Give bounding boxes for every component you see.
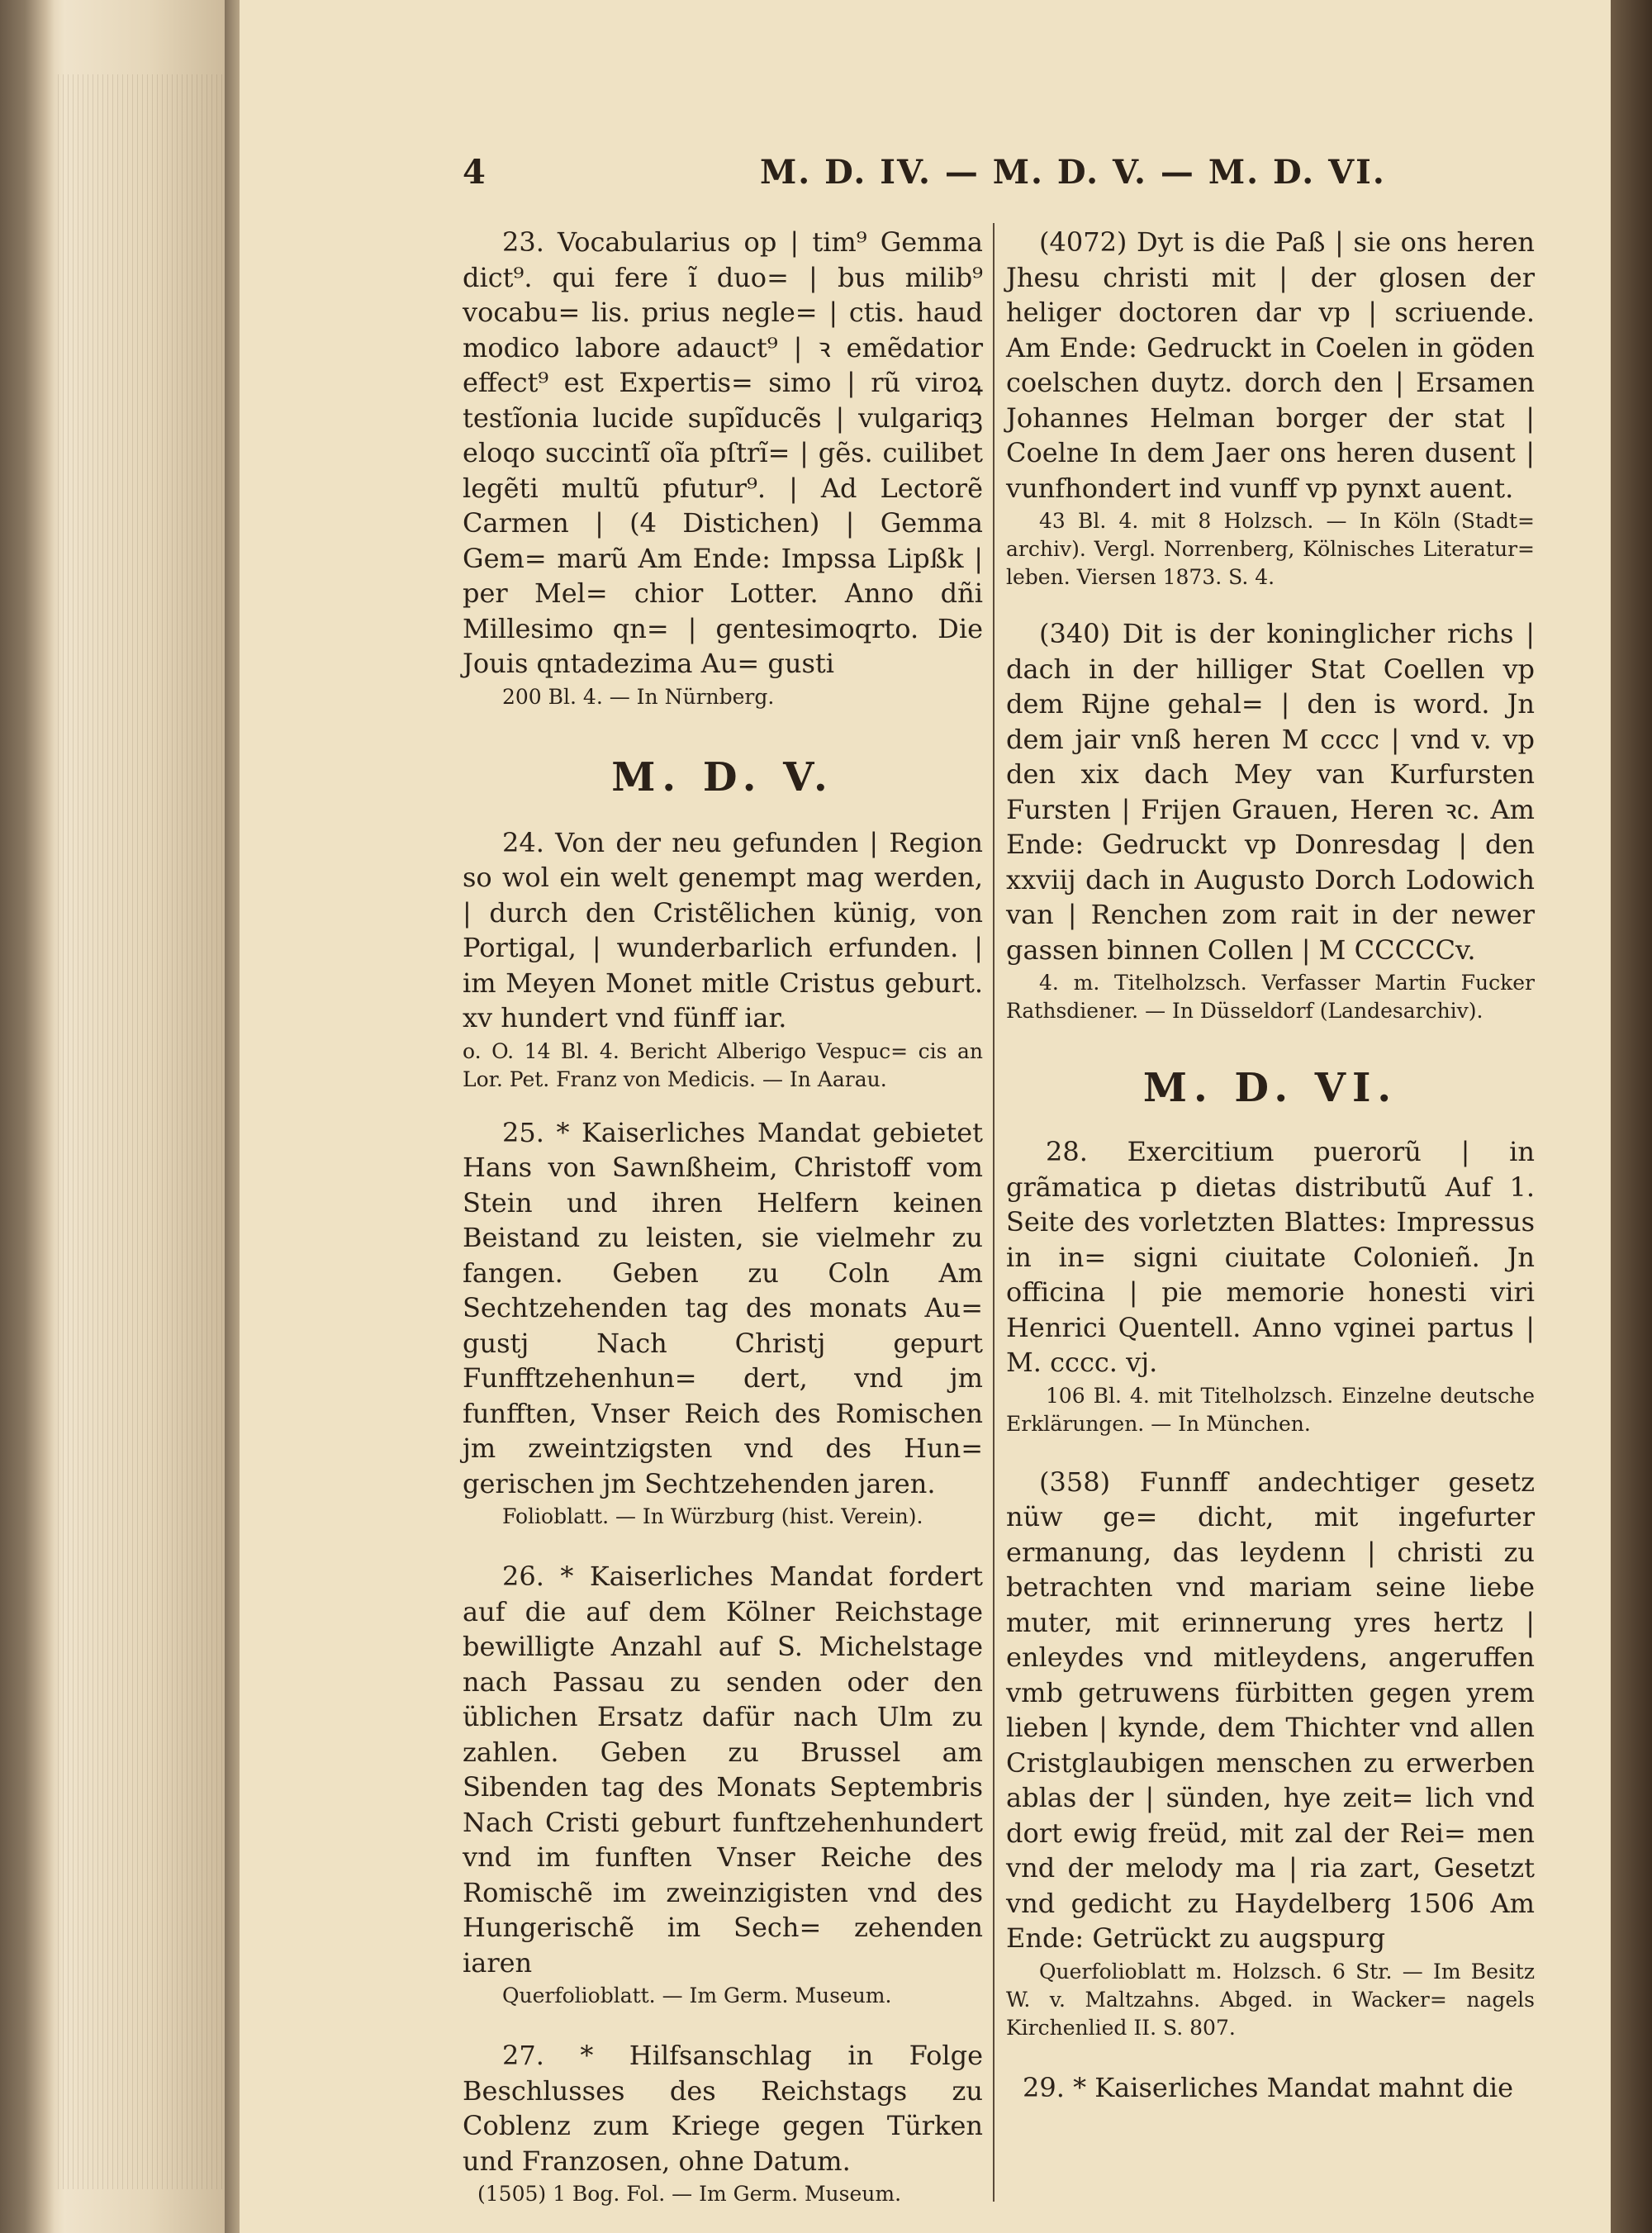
entry-text: 24. Von der neu gefunden | Region so wol ein welt genempt mag werden, | durch den Cristẽlichen künig, von Portigal, | wunderbarlich erfunden. | im Meyen Monet mitle Cristus geburt. xv hundert vnd fünff iar.	[463, 826, 983, 1033]
entry-note: 200 Bl. 4. — In Nürnberg.	[502, 684, 775, 709]
entry-text: 25. * Kaiserliches Mandat gebietet Hans von Sawnßheim, Christoff vom Stein und ihren Helfern keinen Beistand zu leisten, sie vielmehr zu fangen. Geben zu Coln Am Sechtzehenden tag des monats Au= gustj Nach Christj gepurt Funfftzehenhun= dert, vnd jm funfften, Vnser Reich des Romischen jm zweintzigsten vnd des Hun= gerischen jm Sechtzehenden jaren.	[463, 1116, 983, 1499]
entry-text: 26. * Kaiserliches Mandat fordert auf die auf dem Kölner Reichstage bewilligte Anzahl auf S. Michelstage nach Passau zu senden oder den üblichen Ersatz dafür nach Ulm zu zahlen. Geben zu Brussel am Sibenden tag des Monats Septembris Nach Cristi geburt funftzehenhundert vnd im funften Vnser Reiche des Romischẽ im zweinzigisten vnd des Hungerischẽ im Sech= zehenden iaren	[463, 1561, 983, 1979]
fore-edge-pages	[58, 74, 223, 2189]
entry-27	[463, 2038, 983, 2208]
entry-25	[463, 1115, 983, 1532]
right-column	[1006, 225, 1535, 2105]
entry-note: Folioblatt. — In Würzburg (hist. Verein).	[502, 1504, 923, 1528]
running-title: M. D. IV. — M. D. V. — M. D. VI.	[760, 153, 1386, 192]
entry-text: 29. * Kaiserliches Mandat mahnt die	[1023, 2071, 1514, 2103]
column-divider	[993, 223, 995, 2202]
entry-note: Querfolioblatt. — Im Germ. Museum.	[502, 1984, 892, 2007]
entry-text: 28. Exercitium puerorũ | in grãmatica p dietas distributũ Auf 1. Seite des vorletzten Blattes: Impressus in in= signi ciuitate Colonieñ. Jn officina | pie memorie honesti viri Henrici Quentell. Anno vginei partus | M. cccc. vj.	[1006, 1136, 1535, 1378]
entry-text: (358) Funnff andechtiger gesetz nüw ge= dicht, mit ingefurter ermanung, das leydenn | christi zu betrachten vnd mariam seine liebe muter, mit erinnerung yres hertz | enleydes vnd mitleydens, angeruffen vmb getruwens fürbitten gegen yrem lieben | kynde, dem Thichter vnd allen Cristglaubigen menschen zu erwerben ablas der | sünden, hye zeit= lich vnd dort ewig freüd, mit zal der Rei= men vnd der melody ma | ria zart, Gesetzt vnd gedicht zu Haydelberg 1506 Am Ende: Getrückt zu augspurg	[1006, 1466, 1535, 1954]
entry-note: o. O. 14 Bl. 4. Bericht Alberigo Vespuc= cis an Lor. Pet. Franz von Medicis. — In Aarau.	[463, 1038, 983, 1091]
entry-text: 27. * Hilfsanschlag in Folge Beschlusses des Reichstags zu Coblenz zum Kriege gegen Türken und Franzosen, ohne Datum.	[463, 2040, 983, 2177]
entry-4072	[1006, 225, 1535, 592]
entry-note: (1505) 1 Bog. Fol. — Im Germ. Museum.	[477, 2182, 902, 2206]
page-number: 4	[463, 153, 486, 192]
entry-text: (340) Dit is der koninglicher richs | dach in der hilliger Stat Coellen vp dem Rijne gehal= | den is word. Jn dem jair vnß heren M cccc | vnd v. vp den xix dach Mey van Kurfursten Fursten | Frijen Grauen, Heren ꝛc. Am Ende: Gedruckt vp Donresdag | den xxviij dach in Augusto Dorch Lodowich van | Renchen zom rait in der newer gassen binnen Collen | M CCCCCv.	[1006, 618, 1535, 966]
entry-text: 23. Vocabularius op | tim⁹ Gemma dict⁹. qui fere ĩ duo= | bus milib⁹ vocabu= lis. prius negle= | ctis. haud modico labore adauct⁹ | ꝛ emẽdatior effect⁹ est Expertis= simo | rũ viroꝝ testĩonia lucide supĩducẽs | vulgariqꝫ eloqo succintĩ oĩa pſtrĩ= | gẽs. cuilibet legẽti multũ pfutur⁹. | Ad Lectorẽ Carmen | (4 Distichen) | Gemma Gem= marũ Am Ende: Impssa Lipßk | per Mel= chior Lotter. Anno dñi Millesimo qn= | gentesimoqrto. Die Jouis qntadezima Au= gusti	[463, 226, 983, 679]
entry-note: 43 Bl. 4. mit 8 Holzsch. — In Köln (Stadt= archiv). Vergl. Norrenberg, Kölnisches Literatur= leben. Viersen 1873. S. 4.	[1006, 509, 1535, 589]
page-header	[463, 153, 1594, 202]
gutter-shadow	[225, 0, 241, 2233]
entry-358	[1006, 1465, 1535, 2042]
entry-28	[1006, 1134, 1535, 1438]
entry-note: Querfolioblatt m. Holzsch. 6 Str. — Im Besitz W. v. Maltzahns. Abged. in Wacker= nagels Kirchenlied II. S. 807.	[1006, 1959, 1535, 2040]
entry-29	[1006, 2070, 1535, 2106]
entry-text: (4072) Dyt is die Paß | sie ons heren Jhesu christi mit | der glosen der heliger doctoren dar vp | scriuende. Am Ende: Gedruckt in Coelen in göden coelschen duytz. dorch den | Ersamen Johannes Helman borger der stat | Coelne In dem Jaer ons heren dusent | vunfhondert ind vunff vp pynxt auent.	[1006, 226, 1535, 504]
left-column	[463, 225, 983, 2208]
facing-page-edge	[1611, 0, 1652, 2233]
entry-26	[463, 1559, 983, 2010]
entry-340	[1006, 616, 1535, 1025]
entry-note: 106 Bl. 4. mit Titelholzsch. Einzelne deutsche Erklärungen. — In München.	[1006, 1383, 1535, 1436]
entry-note: 4. m. Titelholzsch. Verfasser Martin Fucker Rathsdiener. — In Düsseldorf (Landesarchiv).	[1006, 971, 1535, 1023]
year-heading-mdvi: M. D. VI.	[1142, 1065, 1398, 1111]
entry-23	[463, 225, 983, 711]
year-heading-mdv: M. D. V.	[611, 753, 834, 801]
entry-24	[463, 825, 983, 1094]
